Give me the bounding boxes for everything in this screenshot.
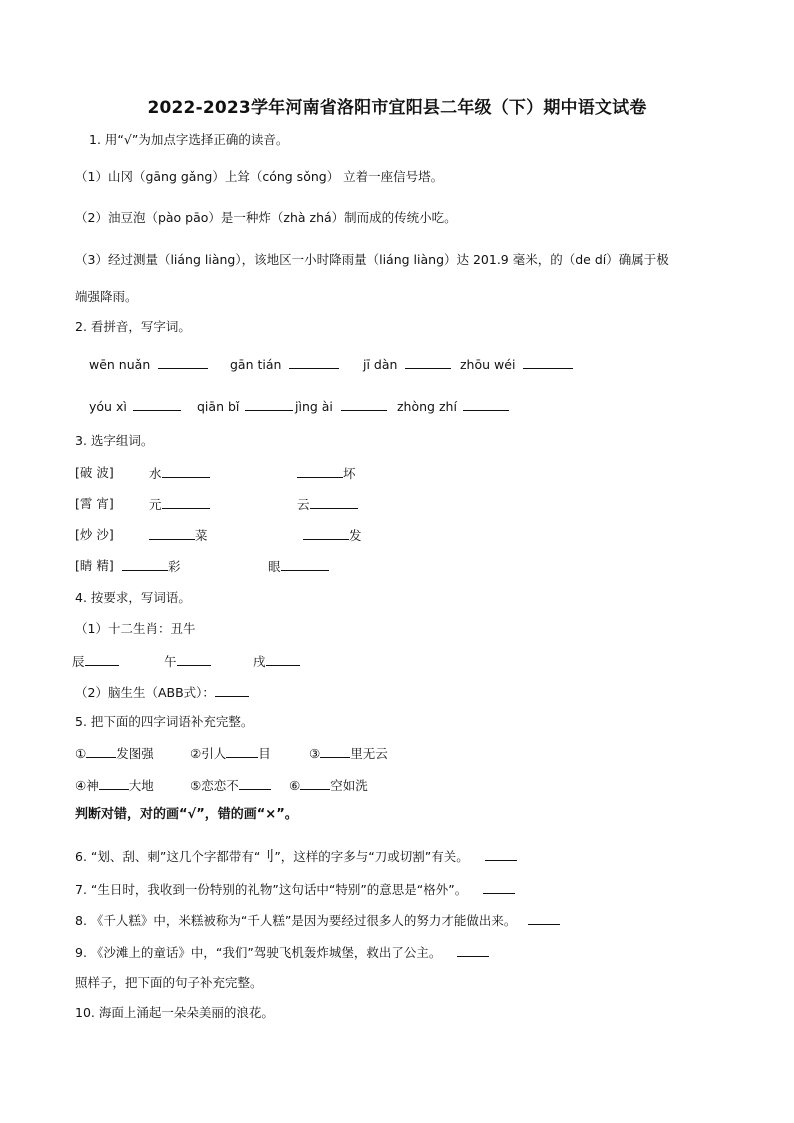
q3-stem: 3. 选字组词。 bbox=[75, 433, 154, 448]
q3-right-word: 眼 bbox=[268, 557, 329, 576]
q3-left-word: 菜 bbox=[149, 526, 208, 545]
q1-item-3-line-2: 端强降雨。 bbox=[75, 289, 138, 304]
answer-blank[interactable] bbox=[133, 397, 181, 411]
answer-blank[interactable] bbox=[457, 943, 489, 957]
q4-sub-2: （2）脑生生（ABB式）： bbox=[75, 683, 249, 702]
pinyin-label: yóu xì bbox=[89, 399, 127, 414]
answer-blank[interactable] bbox=[523, 355, 573, 369]
answer-blank[interactable] bbox=[405, 355, 451, 369]
q1-item-3-line-1: （3）经过测量（liáng liàng），该地区一小时降雨量（liáng liàng）达 201.9 毫米，的（de dí）确属于极 bbox=[75, 252, 669, 267]
q5-idiom: ① 发图强 bbox=[75, 746, 154, 761]
q2-pinyin-item bbox=[197, 397, 293, 416]
pinyin-label: jìng ài bbox=[295, 399, 333, 414]
q5-idiom: ⑥ 空如洗 bbox=[289, 778, 368, 793]
answer-blank[interactable] bbox=[149, 526, 195, 540]
pinyin-label: zhòng zhí bbox=[397, 399, 457, 414]
answer-blank[interactable] bbox=[303, 526, 349, 540]
answer-blank[interactable] bbox=[485, 847, 517, 861]
answer-blank[interactable] bbox=[158, 355, 208, 369]
answer-blank[interactable] bbox=[162, 495, 210, 509]
answer-blank[interactable] bbox=[86, 744, 116, 758]
q1-item-1: （1）山冈（gāng gǎng）上耸（cóng sǒng） 立着一座信号塔。 bbox=[75, 169, 444, 184]
q2-pinyin-item bbox=[295, 397, 387, 416]
q2-pinyin-item bbox=[363, 355, 451, 374]
answer-blank[interactable] bbox=[122, 557, 168, 571]
q5-idiom: ⑤恋恋不 bbox=[190, 776, 271, 795]
answer-blank[interactable] bbox=[300, 776, 330, 790]
q2-pinyin-item bbox=[397, 397, 509, 416]
knife-radical-icon: 刂 bbox=[260, 849, 275, 865]
q5-stem: 5. 把下面的四字词语补充完整。 bbox=[75, 714, 254, 729]
answer-blank[interactable] bbox=[266, 652, 300, 666]
q3-right-word: 云 bbox=[297, 495, 358, 514]
q5-idiom: ③ 里无云 bbox=[309, 746, 388, 761]
q3-char-choice: [破 波] bbox=[75, 465, 114, 480]
q10: 10. 海面上涌起一朵朵美丽的浪花。 bbox=[75, 1005, 274, 1020]
q3-left-word: 彩 bbox=[122, 557, 181, 576]
q8: 8. 《千人糕》中，米糕被称为“千人糕”是因为要经过很多人的努力才能做出来。 bbox=[75, 911, 560, 930]
q3-char-choice: [霄 宵] bbox=[75, 496, 114, 511]
q1-stem: 1. 用“√”为加点字选择正确的读音。 bbox=[89, 132, 289, 147]
q2-pinyin-item bbox=[89, 397, 181, 416]
answer-blank[interactable] bbox=[310, 495, 358, 509]
pinyin-label: jī dàn bbox=[363, 357, 398, 372]
q3-right-word: 坏 bbox=[297, 464, 356, 483]
answer-blank[interactable] bbox=[320, 744, 350, 758]
q3-char-choice: [睛 精] bbox=[75, 558, 114, 573]
answer-blank[interactable] bbox=[177, 652, 211, 666]
q5-idiom: ②引人 目 bbox=[190, 746, 271, 761]
q2-pinyin-item bbox=[89, 355, 208, 374]
answer-blank[interactable] bbox=[463, 397, 509, 411]
answer-blank[interactable] bbox=[226, 744, 258, 758]
answer-blank[interactable] bbox=[281, 557, 329, 571]
q5-idiom: ④神 大地 bbox=[75, 778, 154, 793]
answer-blank[interactable] bbox=[85, 652, 119, 666]
judge-section-heading: 判断对错，对的画“√”，错的画“×”。 bbox=[75, 807, 298, 822]
pinyin-label: wēn nuǎn bbox=[89, 357, 151, 372]
q3-right-word: 发 bbox=[303, 526, 362, 545]
answer-blank[interactable] bbox=[297, 464, 343, 478]
q4-sub-1: （1）十二生肖：丑牛 bbox=[75, 621, 196, 636]
zodiac-item: 午 bbox=[164, 652, 211, 671]
pinyin-label: zhōu wéi bbox=[460, 357, 516, 372]
answer-blank[interactable] bbox=[528, 911, 560, 925]
page-title: 2022-2023学年河南省洛阳市宜阳县二年级（下）期中语文试卷 bbox=[147, 98, 647, 118]
q9: 9. 《沙滩上的童话》中，“我们”驾驶飞机轰炸城堡，救出了公主。 bbox=[75, 943, 489, 962]
q6: 6. “划、刮、刺”这几个字都带有“刂”，这样的字多与“刀或切割”有关。 bbox=[75, 847, 517, 866]
answer-blank[interactable] bbox=[215, 683, 249, 697]
answer-blank[interactable] bbox=[341, 397, 387, 411]
answer-blank[interactable] bbox=[162, 464, 210, 478]
zodiac-item: 辰 bbox=[72, 652, 119, 671]
q2-stem: 2. 看拼音，写字词。 bbox=[75, 319, 191, 334]
q3-left-word: 水 bbox=[149, 464, 210, 483]
q3-left-word: 元 bbox=[149, 495, 210, 514]
q1-item-2: （2）油豆泡（pào pāo）是一种炸（zhà zhá）制而成的传统小吃。 bbox=[75, 210, 457, 225]
zodiac-item: 戌 bbox=[253, 652, 300, 671]
q2-pinyin-item bbox=[460, 355, 573, 374]
fill-section-heading: 照样子，把下面的句子补充完整。 bbox=[75, 975, 263, 990]
answer-blank[interactable] bbox=[245, 397, 293, 411]
q3-char-choice: [炒 沙] bbox=[75, 527, 114, 542]
q2-pinyin-item bbox=[230, 355, 339, 374]
pinyin-label: qiān bǐ bbox=[197, 399, 240, 414]
answer-blank[interactable] bbox=[483, 880, 515, 894]
answer-blank[interactable] bbox=[99, 776, 129, 790]
answer-blank[interactable] bbox=[239, 776, 271, 790]
pinyin-label: gān tián bbox=[230, 357, 282, 372]
answer-blank[interactable] bbox=[289, 355, 339, 369]
q7: 7. “生日时，我收到一份特别的礼物”这句话中“特别”的意思是“格外”。 bbox=[75, 880, 515, 899]
q4-stem: 4. 按要求，写词语。 bbox=[75, 590, 191, 605]
